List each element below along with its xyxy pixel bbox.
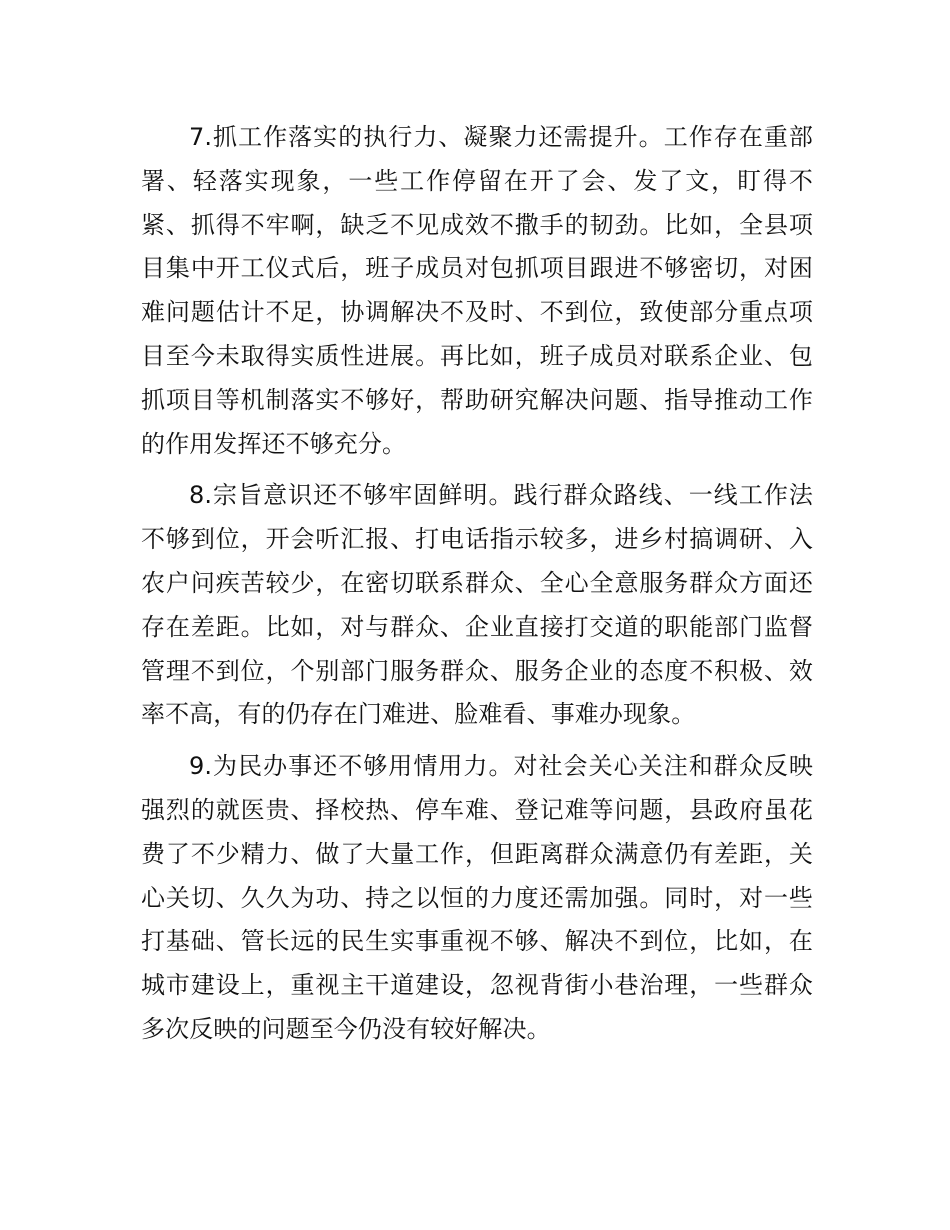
document-body: [141, 116, 813, 1060]
paragraph-8: 8.宗旨意识还不够牢固鲜明。践行群众路线、一线工作法不够到位，开会听汇报、打电话指示较多，进乡村搞调研、入农户问疾苦较少，在密切联系群众、全心全意服务群众方面还存在差距。比如，对与群众、企业直接打交道的职能部门监督管理不到位，个别部门服务群众、服务企业的态度不积极、效率不高，有的仍存在门难进、脸难看、事难办现象。: [141, 481, 813, 729]
paragraph-9: 9.为民办事还不够用情用力。对社会关心关注和群众反映强烈的就医贵、择校热、停车难、登记难等问题，县政府虽花费了不少精力、做了大量工作，但距离群众满意仍有差距，关心关切、久久为功、持之以恒的力度还需加强。同时，对一些打基础、管长远的民生实事重视不够、解决不到位，比如，在城市建设上，重视主干道建设，忽视背街小巷治理，一些群众多次反映的问题至今仍没有较好解决。: [141, 752, 813, 1043]
paragraph-7: 7.抓工作落实的执行力、凝聚力还需提升。工作存在重部署、轻落实现象，一些工作停留在开了会、发了文，盯得不紧、抓得不牢啊，缺乏不见成效不撒手的韧劲。比如，全县项目集中开工仪式后，班子成员对包抓项目跟进不够密切，对困难问题估计不足，协调解决不及时、不到位，致使部分重点项目至今未取得实质性进展。再比如，班子成员对联系企业、包抓项目等机制落实不够好，帮助研究解决问题、指导推动工作的作用发挥还不够充分。: [141, 123, 813, 458]
